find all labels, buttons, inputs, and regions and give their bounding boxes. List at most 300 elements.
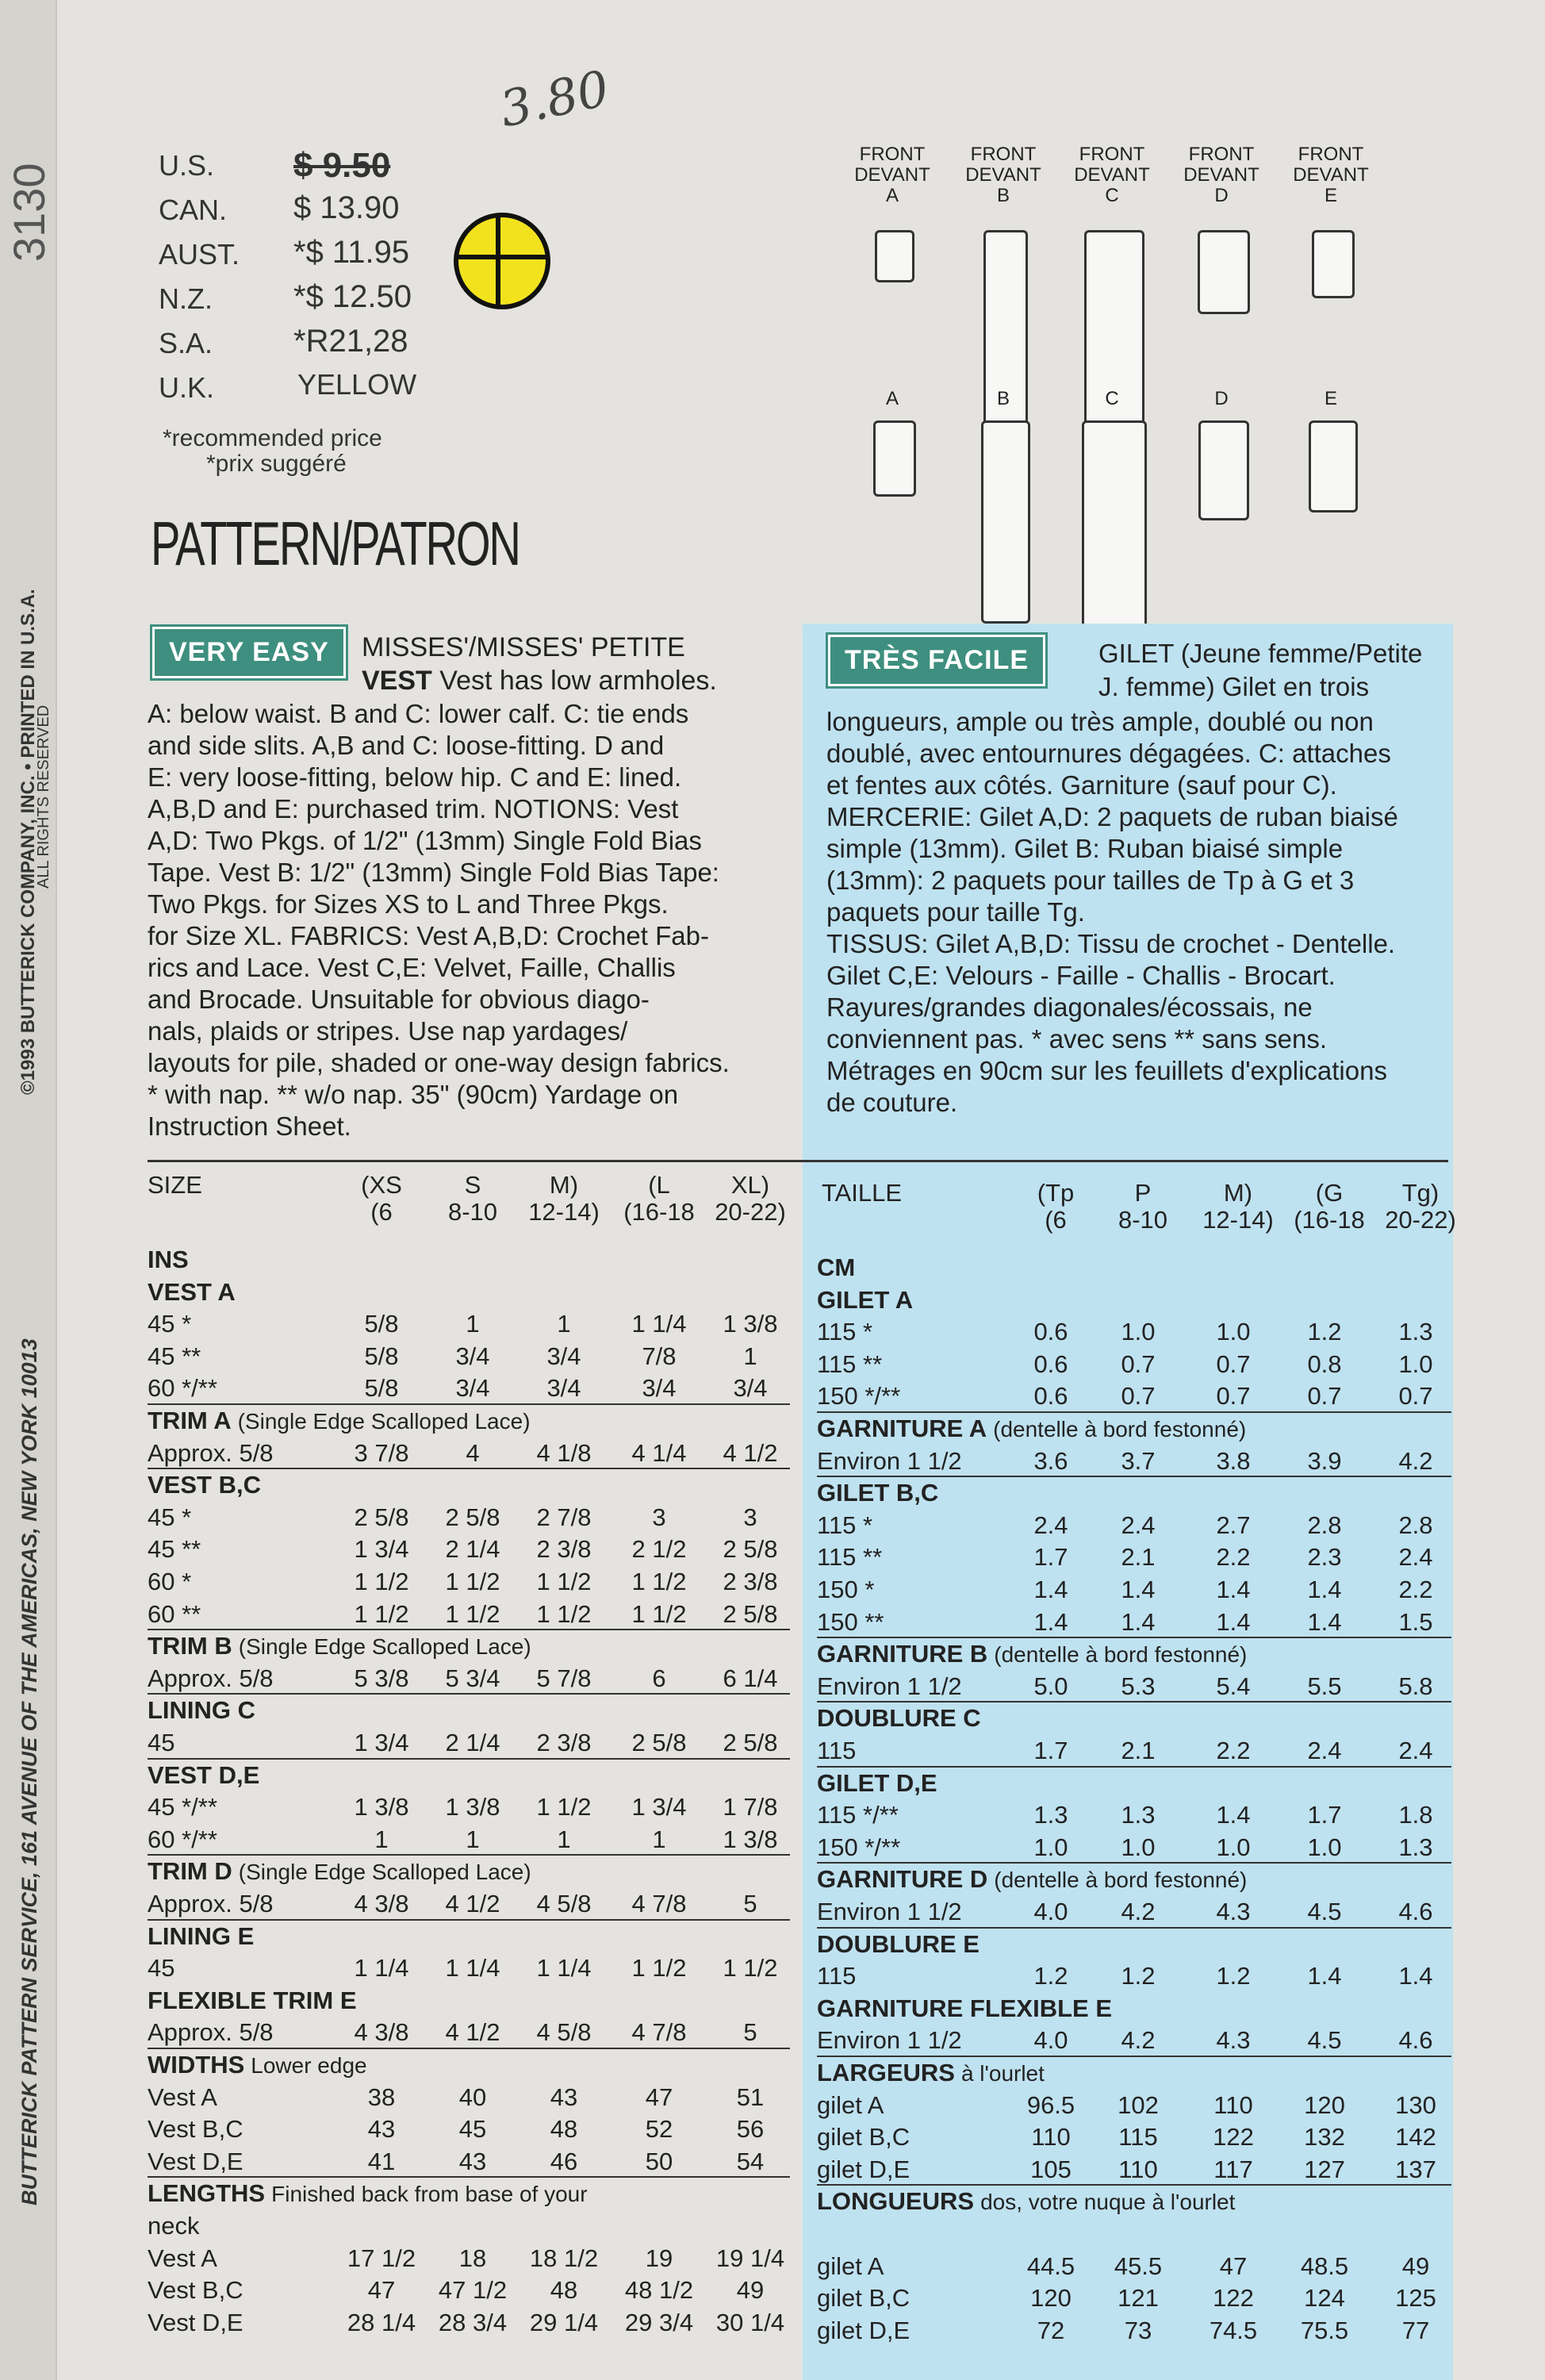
size-col-bottom: (16-18 <box>1294 1206 1365 1234</box>
row-value: 0.7 <box>1216 1349 1251 1378</box>
table-row <box>817 2220 1451 2250</box>
row-value: 77 <box>1401 2316 1430 2344</box>
row-value: 43 <box>458 2147 487 2175</box>
row-value: 46 <box>550 2147 578 2175</box>
row-value: 48 <box>550 2115 578 2144</box>
row-label: TRIM A (Single Edge Scalloped Lace) <box>148 1407 531 1434</box>
row-value: 1.0 <box>1033 1833 1068 1861</box>
row-value: 1 1/2 <box>631 1599 687 1628</box>
handwritten-price: 3.80 <box>494 59 615 139</box>
row-value: 2 5/8 <box>723 1599 778 1628</box>
row-value: 1 7/8 <box>723 1793 778 1821</box>
row-value: 1 1/4 <box>445 1954 500 1983</box>
row-label: LINING E <box>148 1921 255 1950</box>
front-view-label <box>956 144 1051 206</box>
table-row <box>148 1439 790 1469</box>
row-value: 102 <box>1118 2090 1159 2119</box>
row-value: 4.0 <box>1033 1898 1068 1925</box>
row-value: 44.5 <box>1026 2251 1075 2280</box>
row-value: 105 <box>1030 2155 1072 2183</box>
row-label: GILET D,E <box>817 1768 937 1797</box>
row-value: 1 1/2 <box>354 1599 409 1628</box>
row-value: 1 1/2 <box>445 1599 500 1628</box>
english-heading: MISSES'/MISSES' PETITE <box>362 632 685 662</box>
row-label: INS <box>148 1246 189 1273</box>
row-divider <box>817 1637 1451 1638</box>
row-value: 1 <box>652 1825 666 1853</box>
row-value: 2 5/8 <box>631 1729 687 1756</box>
row-value: 48 <box>550 2276 578 2305</box>
row-value: 5.5 <box>1307 1672 1342 1700</box>
row-value: 38 <box>367 2082 396 2111</box>
row-label: 45 */** <box>148 1793 217 1821</box>
row-label: 115 * <box>817 1318 873 1346</box>
row-value: 5.4 <box>1216 1672 1251 1700</box>
row-divider <box>817 1862 1451 1864</box>
row-value: 1.4 <box>1398 1962 1433 1990</box>
back-view-label: B <box>996 388 1010 409</box>
table-row <box>148 1632 790 1662</box>
size-header-en <box>148 1171 790 1234</box>
row-value: 1.0 <box>1398 1349 1433 1378</box>
row-label: gilet D,E <box>817 2316 911 2344</box>
back-view-label: D <box>1214 388 1229 409</box>
row-divider <box>817 1476 1451 1477</box>
row-value: 0.8 <box>1307 1349 1342 1378</box>
row-value: 5.8 <box>1398 1672 1433 1700</box>
row-value: 3/4 <box>642 1374 677 1403</box>
row-note: (Single Edge Scalloped Lace) <box>237 1409 531 1434</box>
row-value: 0.7 <box>1398 1382 1433 1411</box>
size-col-top: (XS <box>361 1171 402 1199</box>
row-label: 45 ** <box>148 1535 201 1564</box>
row-value: 2.7 <box>1216 1511 1251 1539</box>
row-value: 1 <box>466 1310 480 1338</box>
row-value: 2 1/2 <box>631 1535 687 1564</box>
size-col-top: (L <box>648 1171 670 1199</box>
view-label-line: DEVANT <box>965 164 1041 186</box>
table-row <box>148 1857 790 1887</box>
row-value: 1 1/2 <box>723 1954 778 1983</box>
row-divider <box>148 1854 790 1856</box>
row-value: 17 1/2 <box>347 2244 416 2272</box>
price-label: N.Z. <box>159 282 213 315</box>
row-value: 1.4 <box>1307 1576 1342 1603</box>
front-vest-illustration <box>1198 230 1250 314</box>
row-value: 5 3/4 <box>445 1664 500 1692</box>
table-row <box>148 1246 790 1276</box>
row-value: 2.4 <box>1307 1737 1342 1764</box>
table-row <box>148 1374 790 1404</box>
yellow-circle-cross-icon <box>454 213 550 309</box>
row-value: 4 <box>466 1438 480 1467</box>
table-row <box>148 1342 790 1372</box>
table-row <box>817 2155 1451 2186</box>
row-value: 2.2 <box>1216 1737 1251 1764</box>
row-value: 1.2 <box>1033 1962 1068 1990</box>
row-value: 3/4 <box>455 1342 490 1370</box>
row-label: VEST B,C <box>148 1471 261 1499</box>
row-value: 1 3/4 <box>354 1729 409 1756</box>
view-label-line: DEVANT <box>854 164 930 186</box>
row-value: 2.8 <box>1307 1511 1342 1539</box>
row-value: 52 <box>645 2115 673 2144</box>
row-value: 50 <box>645 2147 673 2175</box>
row-value: 130 <box>1395 2090 1436 2119</box>
back-view-label: A <box>885 388 899 409</box>
row-value: 1.0 <box>1121 1833 1156 1861</box>
row-label: gilet B,C <box>817 2284 911 2313</box>
french-text-line: doublé, avec entournures dégagées. C: attaches <box>826 739 1391 768</box>
table-row <box>148 2115 790 2145</box>
row-value: 2 1/4 <box>445 1535 500 1564</box>
table-row <box>148 1793 790 1823</box>
row-value: 1 3/4 <box>631 1793 687 1821</box>
row-value: 1.8 <box>1398 1801 1433 1829</box>
price-label: U.K. <box>159 371 215 404</box>
row-value: 3.6 <box>1033 1446 1068 1475</box>
row-divider <box>148 2176 790 2178</box>
table-row <box>148 1600 790 1630</box>
table-row <box>817 1672 1451 1702</box>
row-value: 0.6 <box>1033 1349 1068 1378</box>
row-value: 2 5/8 <box>354 1503 409 1531</box>
row-value: 2 3/8 <box>723 1568 778 1595</box>
row-value: 1.0 <box>1121 1318 1156 1346</box>
row-label: 60 ** <box>148 1599 201 1628</box>
row-value: 47 <box>645 2082 673 2111</box>
row-label: GARNITURE B (dentelle à bord festonné) <box>817 1640 1248 1668</box>
view-label-line: D <box>1214 185 1229 206</box>
view-label-line: FRONT <box>1298 144 1364 165</box>
row-label: Approx. 5/8 <box>148 2018 274 2047</box>
table-row <box>148 1310 790 1340</box>
row-note: à l'ourlet <box>960 2061 1045 2086</box>
row-value: 29 1/4 <box>529 2308 599 2336</box>
row-label: Approx. 5/8 <box>148 1890 274 1917</box>
yardage-table-en <box>148 1246 790 2372</box>
row-value: 4.2 <box>1398 1446 1433 1475</box>
english-line2 <box>362 665 717 697</box>
row-label: GILET B,C <box>817 1479 939 1507</box>
row-value: 115 <box>1118 2123 1158 2152</box>
row-value: 45 <box>458 2115 487 2144</box>
row-value: 110 <box>1213 2090 1253 2119</box>
view-label-line: B <box>996 185 1010 206</box>
size-header-fr <box>822 1179 1456 1242</box>
size-col-bottom: 20-22) <box>715 1198 786 1226</box>
row-value: 0.7 <box>1121 1382 1156 1411</box>
row-label: 115 <box>817 1737 857 1764</box>
row-divider <box>148 1629 790 1630</box>
row-value: 2.4 <box>1398 1737 1433 1764</box>
row-value: 1 <box>374 1825 389 1853</box>
row-value: 30 1/4 <box>715 2308 785 2336</box>
row-label: 115 ** <box>817 1349 883 1378</box>
row-label: 115 ** <box>817 1543 883 1572</box>
row-value: 4 5/8 <box>536 2018 592 2047</box>
table-row <box>148 1278 790 1308</box>
row-label: VEST D,E <box>148 1760 260 1789</box>
table-row <box>817 1543 1451 1573</box>
row-divider <box>148 2048 790 2049</box>
table-row <box>148 2244 790 2274</box>
price-label: U.S. <box>159 149 215 182</box>
tres-facile-badge: TRÈS FACILE <box>828 635 1045 686</box>
row-label: TRIM B (Single Edge Scalloped Lace) <box>148 1632 531 1660</box>
row-value: 1.4 <box>1033 1607 1068 1636</box>
table-row <box>817 1930 1451 1960</box>
row-value: 0.7 <box>1307 1382 1342 1411</box>
english-text-line: for Size XL. FABRICS: Vest A,B,D: Crochet Fab- <box>148 921 709 950</box>
row-value: 4.2 <box>1121 2026 1156 2055</box>
row-value: 1.4 <box>1307 1962 1342 1990</box>
back-vest-illustration <box>873 420 916 497</box>
row-label: Approx. 5/8 <box>148 1664 274 1692</box>
row-label: CM <box>817 1253 856 1281</box>
row-value: 2 3/8 <box>536 1535 592 1564</box>
row-value: 1.0 <box>1216 1833 1251 1861</box>
row-value: 40 <box>458 2082 487 2111</box>
back-vest-illustration <box>981 420 1030 624</box>
table-row <box>148 1922 790 1952</box>
row-value: 1.4 <box>1307 1607 1342 1636</box>
row-value: 2.3 <box>1307 1543 1342 1572</box>
row-note: (Single Edge Scalloped Lace) <box>238 1634 531 1660</box>
english-description <box>148 698 782 1142</box>
table-row <box>148 1825 790 1856</box>
row-value: 47 <box>1219 2251 1248 2280</box>
row-label: gilet A <box>817 2090 884 2119</box>
vest-label: VEST <box>362 666 432 696</box>
row-value: 48 1/2 <box>624 2276 694 2305</box>
row-value: 3/4 <box>546 1342 581 1370</box>
view-label-line: C <box>1105 185 1119 206</box>
english-text-line: rics and Lace. Vest C,E: Velvet, Faille, Challis <box>148 953 676 982</box>
row-value: 74.5 <box>1209 2316 1258 2344</box>
view-label-line: FRONT <box>1079 144 1145 165</box>
table-row <box>148 1729 790 1759</box>
row-label: DOUBLURE E <box>817 1929 980 1958</box>
row-value: 1.0 <box>1307 1833 1342 1861</box>
row-value: 6 <box>652 1664 666 1692</box>
size-col-bottom: (6 <box>1045 1206 1067 1234</box>
size-col-bottom: (6 <box>370 1198 393 1226</box>
row-value: 2 3/8 <box>536 1729 592 1756</box>
table-row <box>817 1801 1451 1831</box>
french-heading: GILET (Jeune femme/Petite <box>1098 639 1423 668</box>
row-label: Environ 1 1/2 <box>817 1672 962 1700</box>
row-value: 1.3 <box>1398 1833 1433 1861</box>
row-label: 150 */** <box>817 1382 901 1411</box>
price-label: S.A. <box>159 327 213 359</box>
view-label-line: E <box>1324 185 1337 206</box>
size-label: TAILLE <box>822 1179 903 1207</box>
row-label: GARNITURE D (dentelle à bord festonné) <box>817 1865 1248 1894</box>
front-vest-illustration <box>1312 230 1355 298</box>
english-text-line: A,B,D and E: purchased trim. NOTIONS: Vest <box>148 794 679 823</box>
row-value: 5 3/8 <box>354 1664 409 1692</box>
row-value: 1.2 <box>1121 1962 1156 1990</box>
row-divider <box>817 2056 1451 2057</box>
view-label-line: FRONT <box>970 144 1037 165</box>
size-col-top: (Tp <box>1037 1179 1075 1207</box>
table-row <box>148 2148 790 2178</box>
row-value: 142 <box>1395 2123 1436 2152</box>
publisher-line: BUTTERICK PATTERN SERVICE, 161 AVENUE OF THE AMERICAS, NEW YORK 10013 <box>17 1338 41 2205</box>
english-text-line: and Brocade. Unsuitable for obvious diago- <box>148 985 650 1014</box>
row-note: (dentelle à bord festonné) <box>994 1868 1248 1893</box>
row-value: 48.5 <box>1300 2251 1349 2280</box>
row-value: 4.0 <box>1033 2026 1068 2055</box>
row-value: 1 1/2 <box>445 1568 500 1595</box>
row-value: 124 <box>1304 2284 1345 2313</box>
table-row <box>148 2018 790 2048</box>
table-row <box>817 1318 1451 1348</box>
row-label: 45 * <box>148 1310 192 1338</box>
table-row <box>148 1503 790 1534</box>
row-value: 1 3/8 <box>354 1793 409 1821</box>
row-label: DOUBLURE C <box>817 1704 981 1733</box>
row-divider <box>148 1758 790 1760</box>
row-value: 4.5 <box>1307 1898 1342 1925</box>
front-view-label <box>845 144 940 206</box>
table-row <box>817 1576 1451 1606</box>
price-value: YELLOW <box>297 368 417 401</box>
row-divider <box>148 1919 790 1921</box>
table-row <box>148 1987 790 2017</box>
table-row <box>817 1415 1451 1445</box>
row-value: 1 1/2 <box>631 1568 687 1595</box>
row-value: 2 5/8 <box>445 1503 500 1531</box>
row-value: 45.5 <box>1114 2251 1163 2280</box>
copyright-line: ©1993 BUTTERICK COMPANY, INC. • PRINTED IN U.S.A. <box>17 589 39 1095</box>
row-value: 1.4 <box>1216 1801 1251 1829</box>
english-text-line: E: very loose-fitting, below hip. C and E: lined. <box>148 762 682 792</box>
row-value: 5/8 <box>364 1310 399 1338</box>
row-note: (Single Edge Scalloped Lace) <box>238 1860 531 1885</box>
row-label: 150 * <box>817 1576 875 1603</box>
size-col-bottom: 12-14) <box>1202 1206 1274 1234</box>
row-divider <box>148 1693 790 1695</box>
table-row <box>817 1962 1451 1992</box>
row-value: 121 <box>1118 2284 1159 2313</box>
row-value: 0.7 <box>1121 1349 1156 1378</box>
row-divider <box>817 1701 1451 1702</box>
back-vest-illustration <box>1082 420 1147 647</box>
row-value: 2.4 <box>1398 1543 1433 1572</box>
row-note: dos, votre nuque à l'ourlet <box>980 2190 1236 2215</box>
yardage-table-fr <box>817 1253 1451 2372</box>
row-value: 2.1 <box>1121 1737 1156 1764</box>
back-vest-illustration <box>1198 420 1249 520</box>
row-value: 3/4 <box>546 1374 581 1403</box>
row-value: 4.6 <box>1398 1898 1433 1925</box>
back-view-label: E <box>1324 388 1337 409</box>
row-value: 43 <box>550 2082 578 2111</box>
row-value: 2.1 <box>1121 1543 1156 1572</box>
price-label: AUST. <box>159 238 240 271</box>
row-value: 1.4 <box>1121 1607 1156 1636</box>
table-row <box>148 1954 790 1984</box>
row-value: 3/4 <box>733 1374 768 1403</box>
size-col-top: (G <box>1315 1179 1344 1207</box>
row-value: 1.7 <box>1307 1801 1342 1829</box>
row-value: 0.6 <box>1033 1382 1068 1411</box>
row-value: 1 1/4 <box>354 1954 409 1983</box>
row-value: 49 <box>736 2276 765 2305</box>
row-value: 51 <box>736 2082 765 2111</box>
row-divider <box>817 2184 1451 2186</box>
row-value: 1 1/2 <box>536 1793 592 1821</box>
table-row <box>817 1608 1451 1638</box>
table-row <box>817 1898 1451 1928</box>
french-text-line: MERCERIE: Gilet A,D: 2 paquets de ruban biaisé <box>826 802 1398 831</box>
row-value: 73 <box>1124 2316 1152 2344</box>
table-row <box>148 1471 790 1501</box>
english-text-line: A,D: Two Pkgs. of 1/2" (13mm) Single Fold Bias <box>148 826 702 855</box>
table-row <box>148 1407 790 1437</box>
size-col-top: Tg) <box>1401 1179 1440 1207</box>
row-value: 117 <box>1213 2155 1253 2183</box>
row-value: 1.4 <box>1216 1576 1251 1603</box>
row-label: GILET A <box>817 1285 914 1314</box>
row-value: 47 1/2 <box>438 2276 508 2305</box>
row-value: 3 7/8 <box>354 1438 409 1467</box>
row-value: 49 <box>1401 2251 1430 2280</box>
row-value: 4 1/8 <box>536 1438 592 1467</box>
row-value: 1.7 <box>1033 1737 1068 1764</box>
row-note: (dentelle à bord festonné) <box>994 1642 1248 1668</box>
row-value: 4 1/2 <box>445 1890 500 1917</box>
row-value: 120 <box>1030 2284 1072 2313</box>
row-value: 5 7/8 <box>536 1664 592 1692</box>
row-note: Lower edge <box>251 2053 367 2078</box>
row-value: 1 3/8 <box>723 1825 778 1853</box>
row-value: 1.5 <box>1398 1607 1433 1636</box>
row-value: 4 1/4 <box>631 1438 687 1467</box>
row-value: 122 <box>1213 2123 1254 2152</box>
row-label: gilet A <box>817 2251 884 2280</box>
row-divider <box>817 1927 1451 1929</box>
view-label-line: FRONT <box>859 144 926 165</box>
size-col-bottom: 12-14) <box>528 1198 600 1226</box>
row-label: Vest B,C <box>148 2276 243 2305</box>
table-row <box>817 2317 1451 2347</box>
view-label-line: DEVANT <box>1293 164 1369 186</box>
french-text-line: Rayures/grandes diagonales/écossais, ne <box>826 992 1313 1022</box>
row-value: 56 <box>736 2115 765 2144</box>
row-value: 1 <box>466 1825 480 1853</box>
table-row <box>148 2212 790 2242</box>
vest-desc: Vest has low armholes. <box>439 666 717 696</box>
table-row <box>148 1696 790 1726</box>
row-value: 28 3/4 <box>438 2308 508 2336</box>
table-row <box>817 1350 1451 1380</box>
row-label: VEST A <box>148 1277 236 1306</box>
english-text-line: layouts for pile, shaded or one-way design fabrics. <box>148 1048 730 1077</box>
english-text-line: and side slits. A,B and C: loose-fitting. D and <box>148 731 665 760</box>
row-label: 45 <box>148 1954 175 1983</box>
row-value: 1 1/2 <box>354 1568 409 1595</box>
row-value: 0.6 <box>1033 1318 1068 1346</box>
rights-line: ALL RIGHTS RESERVED <box>35 704 52 889</box>
row-value: 28 1/4 <box>347 2308 416 2336</box>
table-row <box>148 2083 790 2113</box>
french-text-line: et fentes aux côtés. Garniture (sauf pour C). <box>826 770 1337 800</box>
row-value: 4 3/8 <box>354 1890 409 1917</box>
row-value: 4 3/8 <box>354 2018 409 2047</box>
